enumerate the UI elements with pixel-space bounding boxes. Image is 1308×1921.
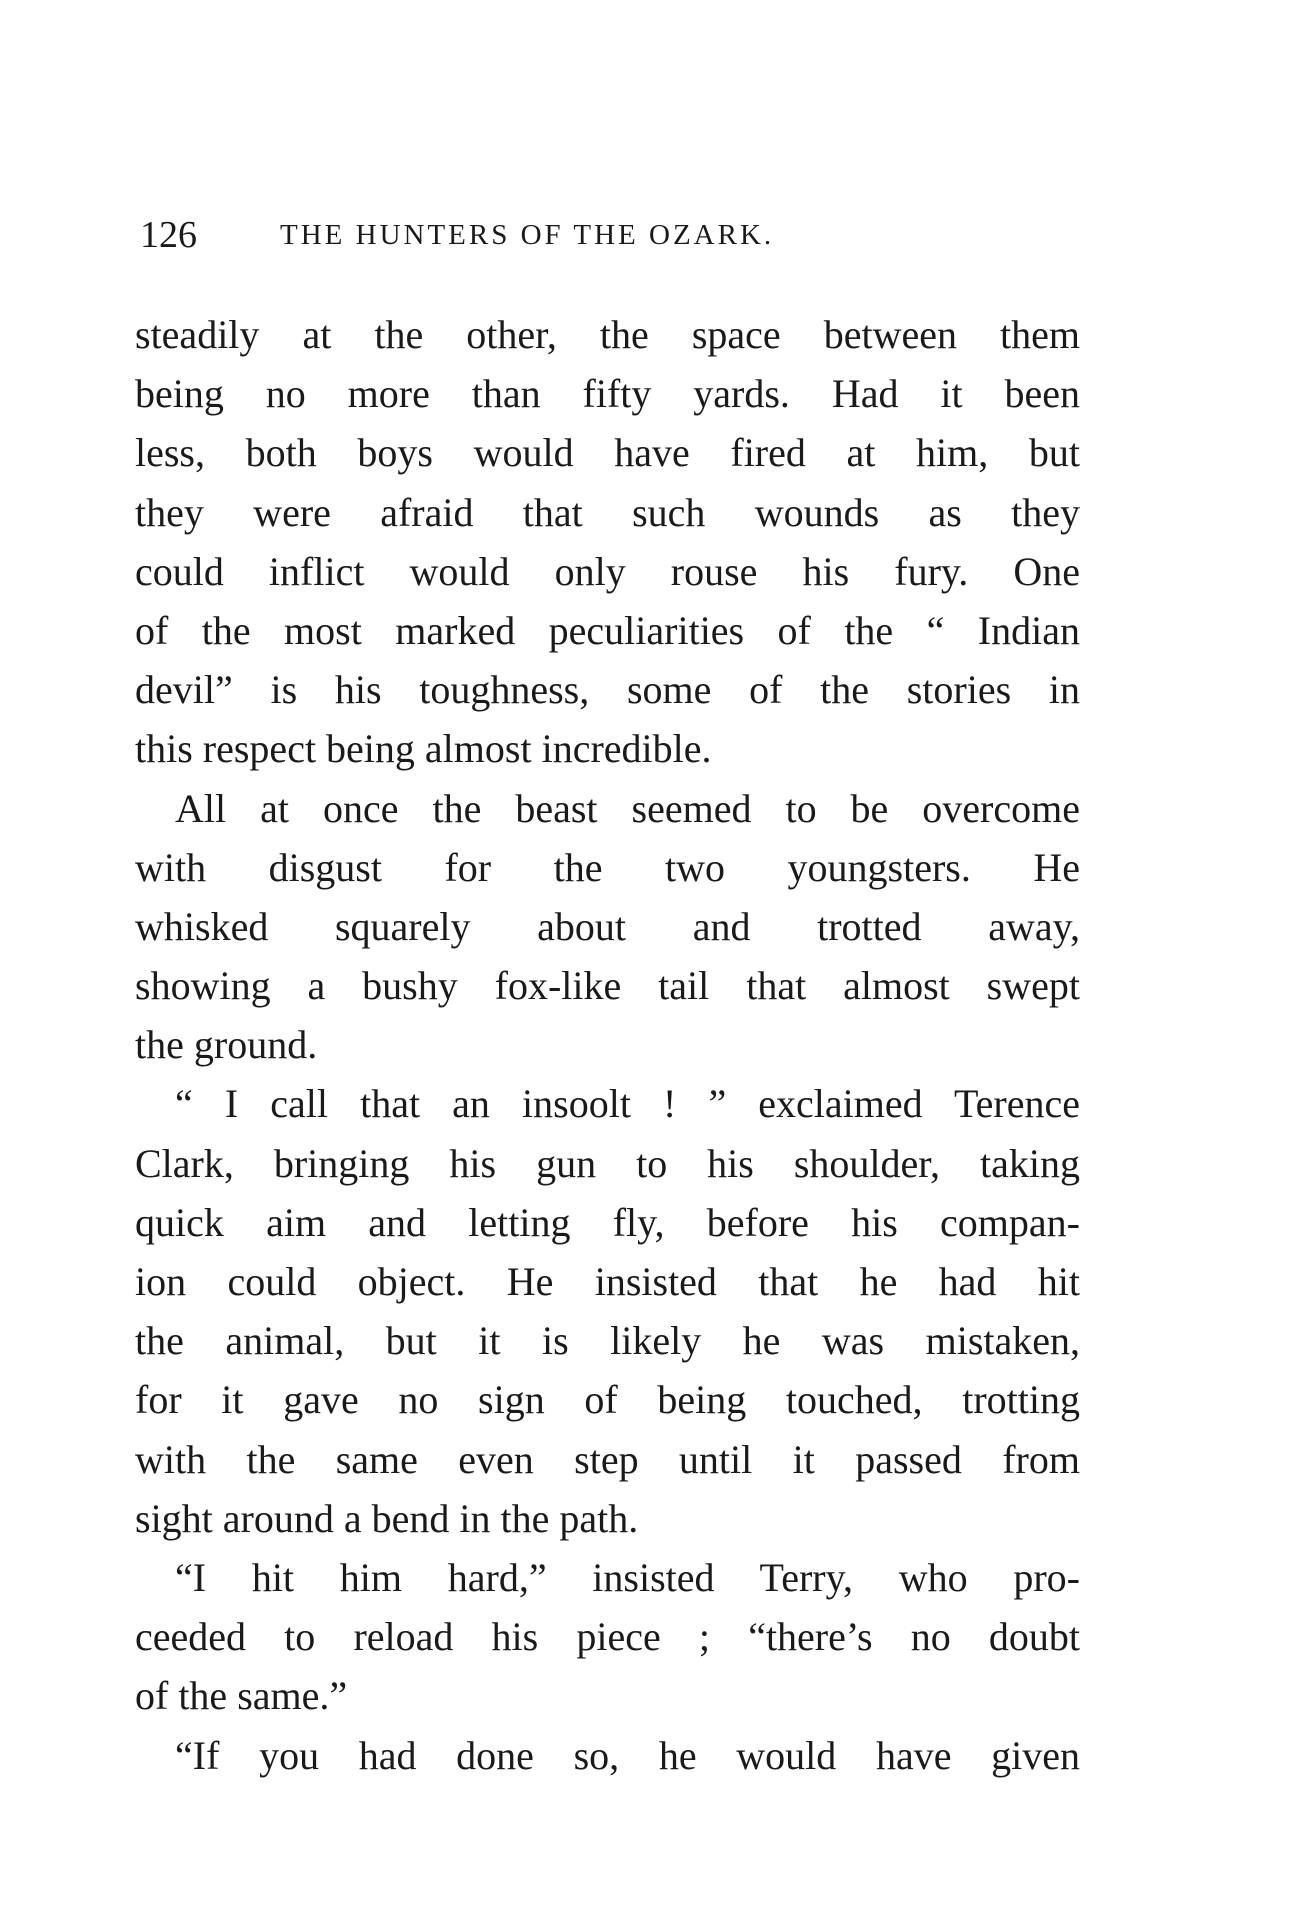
text-line: this respect being almost incredible. (135, 726, 712, 772)
page-number: 126 (140, 214, 197, 256)
text-line: steadily at the other, the space between them (135, 312, 1080, 357)
text-line: the animal, but it is likely he was mistaken, (135, 1318, 1080, 1364)
text-line: “If you had done so, he would have given (175, 1732, 1080, 1778)
text-line: ion could object. He insisted that he had hit (135, 1259, 1080, 1304)
text-line: “I hit him hard,” insisted Terry, who pro- (175, 1554, 1080, 1600)
text-line: with the same even step until it passed from (135, 1436, 1080, 1482)
text-line: being no more than fifty yards. Had it been (135, 371, 1080, 417)
text-line: of the same.” (135, 1673, 348, 1719)
text-line: “ I call that an insoolt ! ” exclaimed Terence (175, 1081, 1080, 1127)
text-line: they were afraid that such wounds as they (135, 489, 1080, 535)
body-text (135, 305, 1080, 1785)
text-line: for it gave no sign of being touched, trotting (135, 1377, 1080, 1423)
text-line: whisked squarely about and trotted away, (135, 903, 1080, 949)
text-line: devil” is his toughness, some of the stories in (135, 667, 1080, 713)
text-line: sight around a bend in the path. (135, 1495, 639, 1541)
text-line: the ground. (135, 1022, 318, 1068)
text-line: could inflict would only rouse his fury. One (135, 548, 1080, 594)
text-line: of the most marked peculiarities of the “ Indian (135, 607, 1080, 653)
running-head (140, 210, 1080, 260)
text-line: All at once the beast seemed to be overcome (175, 785, 1080, 831)
text-line: less, both boys would have fired at him, but (135, 430, 1080, 476)
text-line: ceeded to reload his piece ; “there’s no doubt (135, 1614, 1080, 1660)
text-line: with disgust for the two youngsters. He (135, 844, 1080, 890)
text-line: quick aim and letting fly, before his compan- (135, 1199, 1080, 1245)
text-line: showing a bushy fox-like tail that almost swept (135, 963, 1080, 1009)
text-line: Clark, bringing his gun to his shoulder, taking (135, 1140, 1080, 1186)
running-title: THE HUNTERS OF THE OZARK. (280, 219, 775, 251)
